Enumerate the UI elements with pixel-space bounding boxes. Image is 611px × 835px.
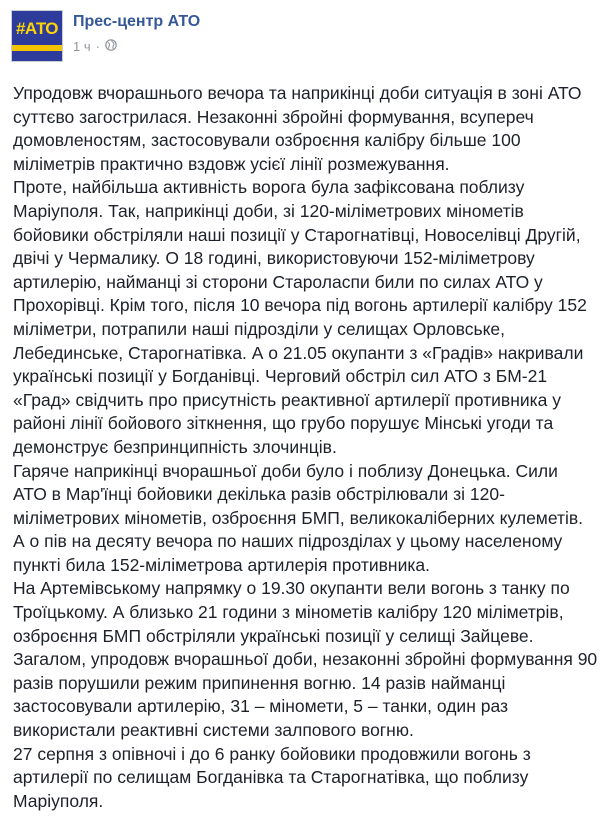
post-header <box>11 10 601 65</box>
post-timestamp[interactable]: 1 ч <box>73 39 91 54</box>
post-paragraph: Упродовж вчорашнього вечора та наприкінці доби ситуація в зоні АТО суттєво загострилася. Незаконні збройні формування, всупереч домовленостям, застосовували озброєння калібру більше 100 міліметрів практично вздовж усієї лінії розмежування. <box>13 83 582 174</box>
post-paragraph: Проте, найбільша активність ворога була зафіксована поблизу Маріуполя. Так, наприкінці доби, зі 120-міліметрових мінометів бойовики обстріляли наші позиції у Старогнатівці, Новоселівці Другій, двічі у Чермалику. О 18 годині, використовуючи 152-міліметрову артилерію, найманці зі сторони Староласпи били по силах АТО у Прохорівці. Крім того, після 10 вечора під вогонь артилерії калібру 152 міліметри, потрапили наші підрозділи у селищах Орловське, Лебединське, Старогнатівка. А о 21.05 окупанти з «Градів» накривали українські позиції у Богданівці. Черговий обстріл сил АТО з БМ-21 «Град» свідчить про присутність реактивної артилерії противника у районі лінії бойового зіткнення, що грубо порушує Мінські угоди та демонструє безпринципність злочинців. <box>13 177 587 457</box>
avatar-stripe <box>12 45 62 51</box>
page-name-link[interactable]: Прес-центр АТО <box>73 13 201 30</box>
globe-icon[interactable] <box>105 39 117 54</box>
post-paragraph: На Артемівському напрямку о 19.30 окупанти вели вогонь з танку по Троїцькому. А близько 21 години з мінометів калібру 120 міліметрів, озброєння БМП обстріляли українські позиції у селищі Зайцеве. <box>13 578 570 646</box>
meta-separator: · <box>95 39 100 54</box>
post-paragraph: 27 серпня з опівночі і до 6 ранку бойовики продовжили вогонь з артилерії по селищам Богданівка та Старогнатівка, що поблизу Маріуполя. <box>13 743 531 811</box>
post-meta <box>73 39 117 54</box>
post-body <box>13 82 603 813</box>
avatar-logo-text: #АТО <box>15 19 59 38</box>
post-paragraph: Гаряче наприкінці вчорашньої доби було і поблизу Донецька. Сили АТО в Мар'їнці бойовики декілька разів обстрілювали зі 120- міліметрових мінометів, озброєння БМП, великокаліберних кулеметів. А о пів на десяту вечора по наших підрозділах у цьому населеному пункті била 152-міліметрова артилерія противника. <box>13 460 584 575</box>
post-paragraph: Загалом, упродовж вчорашньої доби, незаконні збройні формування 90 разів порушили режим припинення вогню. 14 разів найманці застосовували артилерію, 31 – міномети, 5 – танки, один раз використали реактивні системи залпового вогню. <box>13 649 598 741</box>
avatar[interactable] <box>11 10 63 62</box>
